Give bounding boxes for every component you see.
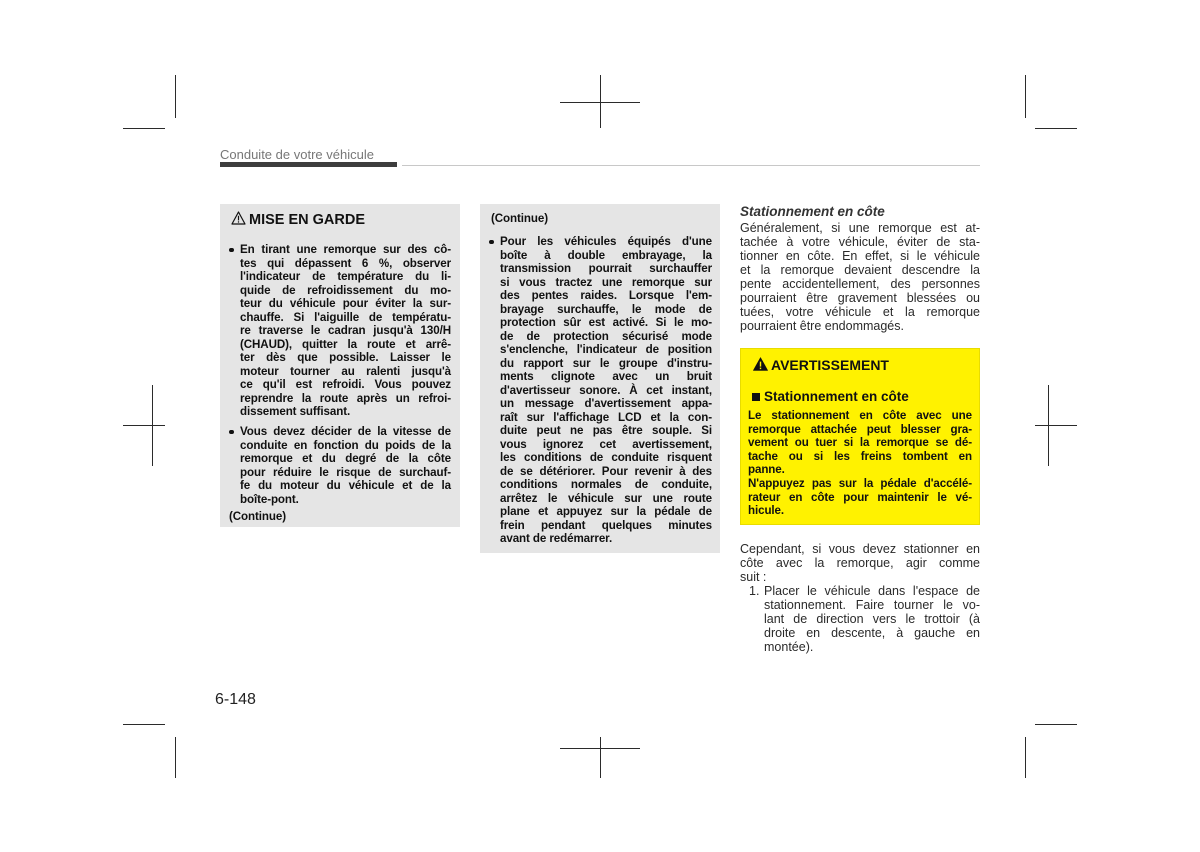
- crop-mark-line: [1025, 75, 1026, 118]
- text-line: Cependant, si vous devez stationner en: [740, 542, 980, 556]
- crop-mark-line: [1035, 425, 1077, 426]
- text-line: Pour les véhicules équipés d'une: [500, 235, 712, 248]
- text-line: fe du moteur du véhicule et de la: [240, 479, 451, 492]
- bullet-icon: [229, 248, 234, 253]
- text-line: stationnement. Faire tourner le vo-: [764, 598, 980, 612]
- text-line: tache ou si les freins tombent en: [748, 449, 972, 463]
- text-line: pourraient être gravement blessées ou: [740, 291, 980, 305]
- text-line: de se détériorer. Pour revenir à des: [500, 464, 712, 478]
- crop-mark-line: [600, 737, 601, 778]
- text-line: de de protection sécurisé mode: [500, 329, 712, 343]
- bullet-item: [480, 235, 712, 546]
- text-line: suit :: [740, 570, 767, 584]
- caution-box: [220, 204, 460, 527]
- text-line: les conditions de conduite risquent: [500, 451, 712, 464]
- text-line: l'indicateur de température du li-: [240, 270, 451, 283]
- bullet-icon: [229, 430, 234, 435]
- text-line: conduite en fonction du poids de la: [240, 438, 451, 452]
- procedure: [740, 542, 980, 654]
- text-line: conditions normales de conduite,: [500, 478, 712, 491]
- text-line: frein pendant quelques minutes: [500, 518, 712, 532]
- text-line: reprendre la route après un refroi-: [240, 391, 451, 405]
- text-line: un message d'avertissement appa-: [500, 397, 712, 410]
- text-line: vous ignorez cet avertissement,: [500, 437, 712, 451]
- text-line: plane et appuyez sur la pédale de: [500, 505, 712, 518]
- crop-mark-line: [123, 724, 165, 725]
- crop-mark-line: [123, 425, 165, 426]
- crop-mark-line: [175, 75, 176, 118]
- text-line: Généralement, si une remorque est at-: [740, 221, 980, 235]
- crop-mark-line: [1025, 737, 1026, 778]
- text-line: Placer le véhicule dans l'espace de: [764, 584, 980, 598]
- text-line: teur du véhicule pour éviter la sur-: [240, 297, 451, 310]
- text-line: tuées, votre véhicule et la remorque: [740, 305, 980, 319]
- step-number: 1.: [749, 584, 760, 598]
- procedure-step: [740, 584, 980, 654]
- caution-title-row: [231, 211, 365, 229]
- text-line: re traverse le cadran jusqu'à 130/H: [240, 324, 451, 337]
- caution-title: MISE EN GARDE: [249, 212, 366, 228]
- text-line: tes qui dépassent 6 %, observer: [240, 256, 451, 270]
- warning-triangle-filled-icon: [753, 357, 768, 371]
- bullet-item: [220, 425, 451, 506]
- text-line: ce qu'il est refroidi. Vous pouvez: [240, 378, 451, 391]
- continue-label: (Continue): [229, 510, 286, 523]
- text-line: avant de redémarrer.: [500, 532, 613, 545]
- warning-body: [748, 409, 972, 518]
- header-bar: [220, 162, 397, 167]
- text-line: d'avertisseur sonore. À cet instant,: [500, 383, 712, 397]
- text-line: des pentes raides. Lorsque l'em-: [500, 289, 712, 302]
- text-line: et la remorque devaient descendre la: [740, 263, 980, 277]
- text-line: tionner en côte. En effet, si le véhicule: [740, 249, 980, 263]
- text-line: Le stationnement en côte avec une: [748, 409, 972, 422]
- section-title: Conduite de votre véhicule: [220, 147, 374, 162]
- text-line: hicule.: [748, 504, 785, 518]
- header-rule: [402, 165, 980, 166]
- crop-mark-line: [1035, 724, 1077, 725]
- text-line: rateur en côte pour maintenir le vé-: [748, 490, 972, 504]
- hill-parking-heading: Stationnement en côte: [740, 204, 885, 219]
- text-line: En tirant une remorque sur des cô-: [240, 243, 451, 256]
- text-line: lant de direction vers le trottoir (à: [764, 612, 980, 626]
- text-line: montée).: [764, 640, 814, 654]
- text-line: dissement suffisant.: [240, 405, 351, 418]
- text-line: pente accidentellement, des personnes: [740, 277, 980, 291]
- text-line: duite peut ne pas être souple. Si: [500, 424, 712, 437]
- crop-mark-line: [560, 102, 640, 103]
- text-line: vement ou tuer si la remorque se dé-: [748, 436, 972, 450]
- crop-mark-line: [175, 737, 176, 778]
- text-line: si vous tractez une remorque sur: [500, 275, 712, 289]
- warning-subheading: Stationnement en côte: [764, 389, 909, 404]
- text-line: moteur tourner au ralenti jusqu'à: [240, 364, 451, 378]
- crop-mark-line: [1035, 128, 1077, 129]
- text-line: remorque attachée peut blesser gra-: [748, 422, 972, 436]
- warning-title: AVERTISSEMENT: [771, 357, 889, 373]
- text-line: (CHAUD), quitter la route et arrê-: [240, 337, 451, 351]
- text-line: brayage surchauffe, le mode de: [500, 302, 712, 316]
- warning-subheading-row: [764, 389, 909, 405]
- text-line: remorque et du degré de la côte: [240, 452, 451, 465]
- warning-triangle-outline-icon: [231, 211, 246, 225]
- hill-parking-paragraph: [740, 221, 980, 333]
- text-line: quide de refroidissement du mo-: [240, 283, 451, 297]
- text-line: transmission pourrait surchauffer: [500, 262, 712, 275]
- text-line: côte avec la remorque, agir comme: [740, 556, 980, 570]
- text-line: pourraient être endommagés.: [740, 319, 904, 333]
- text-line: arrêtez le véhicule sur une route: [500, 491, 712, 505]
- page-number: 6-148: [215, 691, 256, 708]
- text-line: ments clignote avec un bruit: [500, 370, 712, 383]
- warning-title-row: [753, 356, 889, 374]
- continue-label: (Continue): [491, 212, 548, 225]
- text-line: tachée à votre véhicule, éviter de sta-: [740, 235, 980, 249]
- text-line: s'enclenche, l'indicateur de position: [500, 343, 712, 356]
- text-line: du rapport sur le groupe d'instru-: [500, 356, 712, 370]
- text-line: panne.: [748, 463, 785, 477]
- caution-box-continued: [480, 204, 720, 553]
- text-line: N'appuyez pas sur la pédale d'accélé-: [748, 476, 972, 490]
- text-line: chauffe. Si l'aiguille de températu-: [240, 310, 451, 324]
- text-line: protection sûr est activé. Si le mo-: [500, 316, 712, 329]
- text-line: pour réduire le risque de surchauf-: [240, 465, 451, 479]
- text-line: boîte à double embrayage, la: [500, 248, 712, 262]
- caution-bullet-list: [220, 243, 460, 524]
- text-line: raît sur l'affichage LCD et la con-: [500, 410, 712, 424]
- square-bullet-icon: [752, 393, 760, 401]
- bullet-item: [220, 243, 451, 419]
- bullet-icon: [489, 240, 494, 245]
- text-line: ter dès que possible. Laisser le: [240, 351, 451, 364]
- text-line: boîte-pont.: [240, 492, 299, 506]
- crop-mark-line: [560, 748, 640, 749]
- crop-mark-line: [123, 128, 165, 129]
- text-line: droite en descente, à gauche en: [764, 626, 980, 640]
- warning-box: [740, 348, 980, 525]
- text-line: Vous devez décider de la vitesse de: [240, 425, 451, 438]
- caution-bullet-list: [480, 235, 720, 546]
